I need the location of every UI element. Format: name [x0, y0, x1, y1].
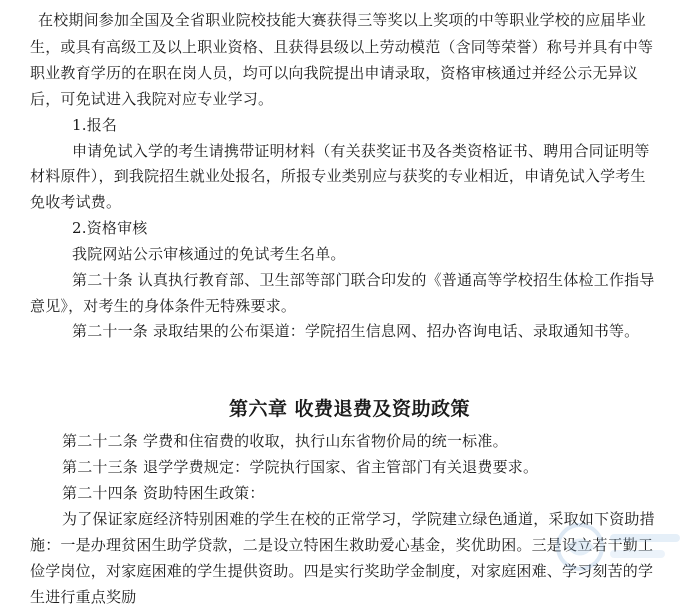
paragraph-line: 生，或具有高级工及以上职业资格、且获得县级以上劳动模范（含同等荣誉）称号并具有中等 — [30, 38, 654, 56]
section-label-registration: 1.报名 — [72, 116, 118, 134]
paragraph-line: 申请免试入学的考生请携带证明材料（有关获奖证书及各类资格证书、聘用合同证明等 — [72, 142, 650, 160]
paragraph-line: 后，可免试进入我院对应专业学习。 — [30, 90, 274, 108]
paragraph-line: 施：一是办理贫困生助学贷款，二是设立特困生救助爱心基金，奖优助困。三是设立若干勤工 — [30, 536, 654, 554]
paragraph-line: 我院网站公示审核通过的免试考生名单。 — [72, 245, 346, 263]
section-label-qualification: 2.资格审核 — [72, 219, 148, 237]
chapter-heading: 第六章 收费退费及资助政策 — [228, 398, 471, 420]
paragraph-line: 职业教育学历的在职在岗人员，均可以向我院提出申请录取，资格审核通过并经公示无异议 — [30, 64, 639, 82]
article-20-line: 第二十条 认真执行教育部、卫生部等部门联合印发的《普通高等学校招生体检工作指导 — [72, 271, 655, 289]
paragraph-line: 为了保证家庭经济特别困难的学生在校的正常学习，学院建立绿色通道，采取如下资助措 — [62, 510, 655, 528]
paragraph-line: 免收考试费。 — [30, 193, 122, 211]
article-21-line: 第二十一条 录取结果的公布渠道：学院招生信息网、招办咨询电话、录取通知书等。 — [72, 322, 640, 340]
article-22-line: 第二十二条 学费和住宿费的收取，执行山东省物价局的统一标准。 — [62, 432, 508, 450]
article-23-line: 第二十三条 退学学费规定：学院执行国家、省主管部门有关退费要求。 — [62, 458, 539, 476]
paragraph-line: 材料原件），到我院招生就业处报名，所报专业类别应与获奖的专业相近，申请免试入学考生 — [30, 167, 646, 185]
paragraph-line: 俭学岗位，对家庭困难的学生提供资助。四是实行奖助学金制度，对家庭困难、学习刻苦的学 — [30, 562, 654, 580]
paragraph-line: 生进行重点奖励 — [30, 588, 137, 606]
article-24-line: 第二十四条 资助特困生政策： — [62, 484, 265, 502]
article-20-line: 意见》，对考生的身体条件无特殊要求。 — [30, 297, 297, 315]
paragraph-line: 在校期间参加全国及全省职业院校技能大赛获得三等奖以上奖项的中等职业学校的应届毕业 — [38, 11, 647, 29]
